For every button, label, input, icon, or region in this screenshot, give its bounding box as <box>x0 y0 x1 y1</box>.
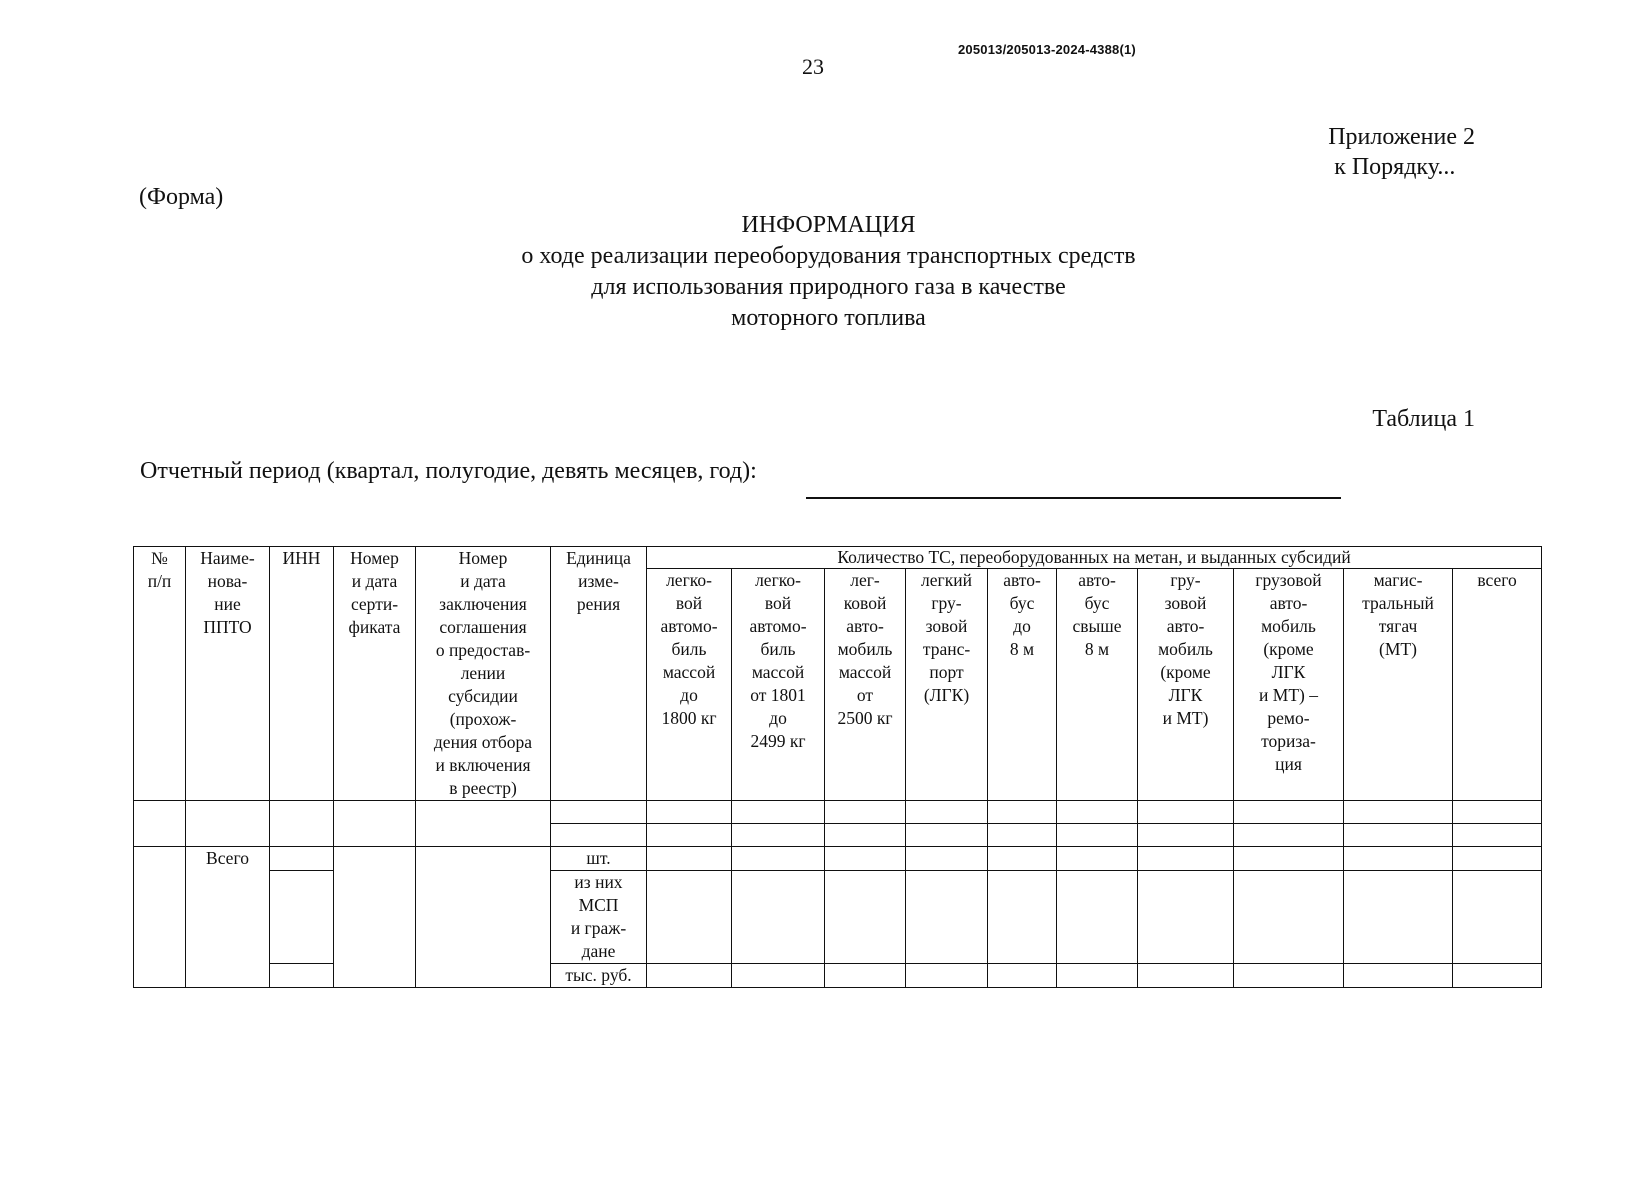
header-total: всего <box>1453 569 1542 801</box>
unit-msp-and-citizens: из них МСП и граж- дане <box>551 871 647 964</box>
cell-value[interactable] <box>825 801 906 824</box>
cell-value[interactable] <box>1057 801 1138 824</box>
cell-value[interactable] <box>988 847 1057 871</box>
table-label: Таблица 1 <box>1372 406 1475 432</box>
cell-value[interactable] <box>825 847 906 871</box>
title-line-3: моторного топлива <box>731 305 926 331</box>
cell-value[interactable] <box>1138 801 1234 824</box>
cell-value[interactable] <box>1138 964 1234 988</box>
cell-value[interactable] <box>647 801 732 824</box>
cell-value[interactable] <box>1138 824 1234 847</box>
document-title <box>0 210 1625 334</box>
cell-value[interactable] <box>1344 801 1453 824</box>
cell-value[interactable] <box>906 871 988 964</box>
cell-value[interactable] <box>732 847 825 871</box>
cell-value[interactable] <box>732 871 825 964</box>
cell-value[interactable] <box>1057 964 1138 988</box>
cell-value[interactable] <box>1453 847 1542 871</box>
cell-value[interactable] <box>732 824 825 847</box>
reporting-period-label: Отчетный период (квартал, полугодие, девять месяцев, год): <box>140 458 757 484</box>
appendix-reference <box>1328 122 1475 182</box>
cell-value[interactable] <box>825 964 906 988</box>
cell-value[interactable] <box>732 801 825 824</box>
cell-value[interactable] <box>1344 964 1453 988</box>
cell-value[interactable] <box>1138 871 1234 964</box>
cell-value[interactable] <box>1234 824 1344 847</box>
cell-value[interactable] <box>1057 871 1138 964</box>
cell-value[interactable] <box>1453 824 1542 847</box>
total-cell-inn[interactable] <box>270 847 334 871</box>
header-car-1801-2499: легко- вой автомо- биль массой от 1801 до 2499 кг <box>732 569 825 801</box>
reporting-period-fill-line[interactable] <box>806 497 1341 499</box>
cell-inn[interactable] <box>270 801 334 847</box>
header-ppto-name: Наиме- нова- ние ППТО <box>186 547 270 801</box>
cell-value[interactable] <box>647 847 732 871</box>
cell-value[interactable] <box>1234 801 1344 824</box>
cell-value[interactable] <box>906 847 988 871</box>
report-form-table <box>133 546 1542 988</box>
header-number: № п/п <box>134 547 186 801</box>
header-trunk-tractor: магис- тральный тягач (МТ) <box>1344 569 1453 801</box>
cell-value[interactable] <box>1344 824 1453 847</box>
cell-value[interactable] <box>647 824 732 847</box>
header-unit: Единица изме- рения <box>551 547 647 801</box>
form-label: (Форма) <box>139 184 224 210</box>
cell-value[interactable] <box>647 964 732 988</box>
header-light-commercial: легкий гру- зовой транс- порт (ЛГК) <box>906 569 988 801</box>
cell-value[interactable] <box>1138 847 1234 871</box>
appendix-line-2: к Порядку... <box>1334 154 1456 180</box>
cell-value[interactable] <box>825 871 906 964</box>
cell-value[interactable] <box>647 871 732 964</box>
cell-value[interactable] <box>1234 871 1344 964</box>
total-cell-certificate[interactable] <box>334 847 416 988</box>
title-line-2: для использования природного газа в качестве <box>591 274 1066 300</box>
cell-value[interactable] <box>988 964 1057 988</box>
cell-value[interactable] <box>1453 964 1542 988</box>
cell-value[interactable] <box>906 964 988 988</box>
page-number: 23 <box>802 54 824 79</box>
cell-value[interactable] <box>1057 824 1138 847</box>
header-vehicle-group: Количество ТС, переоборудованных на метан, и выданных субсидий <box>647 547 1542 569</box>
header-car-up-to-1800: легко- вой автомо- биль массой до 1800 кг <box>647 569 732 801</box>
header-bus-over-8m: авто- бус свыше 8 м <box>1057 569 1138 801</box>
cell-value[interactable] <box>1234 847 1344 871</box>
title-line-1: о ходе реализации переоборудования транспортных средств <box>521 243 1136 269</box>
header-car-from-2500: лег- ковой авто- мобиль массой от 2500 кг <box>825 569 906 801</box>
cell-agreement[interactable] <box>416 801 551 847</box>
header-inn: ИНН <box>270 547 334 801</box>
cell-ppto-name[interactable] <box>186 801 270 847</box>
cell-value[interactable] <box>988 801 1057 824</box>
document-id: 205013/205013-2024-4388(1) <box>958 42 1136 57</box>
cell-value[interactable] <box>1057 847 1138 871</box>
cell-value[interactable] <box>906 801 988 824</box>
cell-value[interactable] <box>988 871 1057 964</box>
cell-value[interactable] <box>1453 871 1542 964</box>
header-truck: гру- зовой авто- мобиль (кроме ЛГК и МТ) <box>1138 569 1234 801</box>
cell-unit[interactable] <box>551 824 647 847</box>
appendix-line-1: Приложение 2 <box>1328 124 1475 150</box>
cell-value[interactable] <box>825 824 906 847</box>
cell-value[interactable] <box>732 964 825 988</box>
cell-value[interactable] <box>906 824 988 847</box>
cell-certificate[interactable] <box>334 801 416 847</box>
total-cell-inn[interactable] <box>270 871 334 964</box>
cell-unit[interactable] <box>551 801 647 824</box>
total-cell-number[interactable] <box>134 847 186 988</box>
cell-value[interactable] <box>1234 964 1344 988</box>
cell-value[interactable] <box>1344 847 1453 871</box>
total-label: Всего <box>186 847 270 988</box>
header-truck-remotorization: грузовой авто- мобиль (кроме ЛГК и МТ) – ремо- ториза- ция <box>1234 569 1344 801</box>
header-certificate: Номер и дата серти- фиката <box>334 547 416 801</box>
total-cell-agreement[interactable] <box>416 847 551 988</box>
header-row-1 <box>134 547 1542 569</box>
cell-value[interactable] <box>1453 801 1542 824</box>
total-cell-inn[interactable] <box>270 964 334 988</box>
cell-value[interactable] <box>1344 871 1453 964</box>
header-agreement: Номер и дата заключения соглашения о предостав- лении субсидии (прохож- дения отбора и включения в реестр) <box>416 547 551 801</box>
title-heading: ИНФОРМАЦИЯ <box>741 212 916 238</box>
cell-number[interactable] <box>134 801 186 847</box>
unit-pcs: шт. <box>551 847 647 871</box>
table-row <box>134 801 1542 824</box>
unit-thousand-rub: тыс. руб. <box>551 964 647 988</box>
header-bus-up-to-8m: авто- бус до 8 м <box>988 569 1057 801</box>
total-row-pcs <box>134 847 1542 871</box>
cell-value[interactable] <box>988 824 1057 847</box>
